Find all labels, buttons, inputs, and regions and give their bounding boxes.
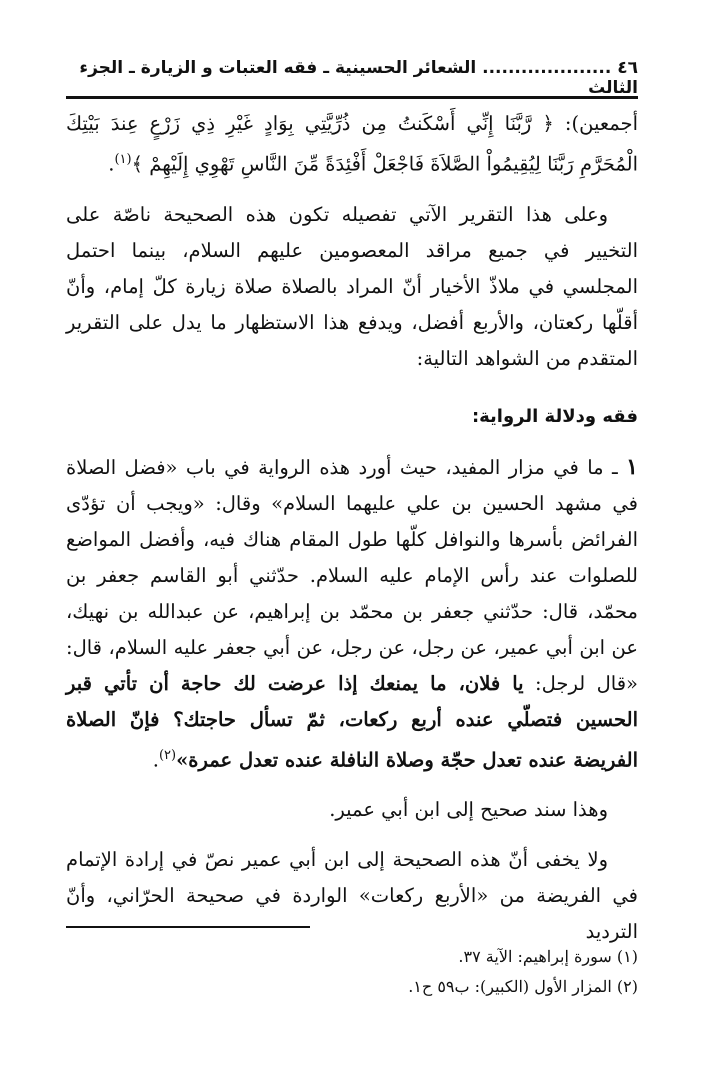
- paragraph-end: .: [108, 152, 115, 176]
- footnote-1: (١) سورة إبراهيم: الآية ٣٧.: [458, 947, 638, 966]
- mufid-text: ـ ما في مزار المفيد، حيث أورد هذه الرواية في باب «فضل الصلاة في مشهد الحسين بن علي عليهما السلام» وقال: «ويجب أن تؤدّى الفرائض بأسرها والنوافل كلّها طول المقام هناك فيه، وأفضل المواضع للصلوات عند رأس الإمام عليه السلام. حدّثني أبو القاسم جعفر بن محمّد، قال: حدّثني جعفر بن محمّد بن إبراهيم، عن عبدالله بن نهيك، عن ابن أبي عمير، عن رجل، عن رجل، عن أبي جعفر عليه السلام، قال: «قال لرجل:: [66, 455, 638, 695]
- paragraph-conclusion: ولا يخفى أنّ هذه الصحيحة إلى ابن أبي عمير نصّ في إرادة الإتمام في الفريضة من «الأربع ركعات» الواردة في صحيحة الحرّاني، وأنّ الترديد: [66, 848, 638, 943]
- footnote-2: (٢) المزار الأول (الكبير): ب٥٩ ح١.: [408, 977, 638, 996]
- footnote-rule: [66, 926, 310, 928]
- quran-intro: أجمعين):: [553, 112, 638, 135]
- hadith-text: يا فلان، ما يمنعك إذا عرضت لك حاجة أن تأتي قبر الحسين فتصلّي عنده أربع ركعات، ثمّ تسأل حاجتك؟ فإنّ الصلاة الفريضة عنده تعدل حجّة وصلاة النافلة عنده تعدل عمرة»: [66, 671, 638, 771]
- footnotes: [66, 942, 638, 1002]
- paragraph-end-2: .: [152, 748, 159, 771]
- running-title: [66, 58, 638, 98]
- quran-verse: ﴿ رَّبَّنَا إِنِّي أَسْكَنتُ مِن ذُرِّيَّتِي بِوَادٍ غَيْرِ ذِي زَرْعٍ عِندَ بَيْتِكَ الْمُحَرَّمِ رَبَّنَا لِيُقِيمُواْ الصَّلاَةَ فَاجْعَلْ أَفْئِدَةً مِّنَ النَّاسِ تَهْوِي إِلَيْهِمْ ﴾: [66, 112, 638, 176]
- running-header: [66, 58, 638, 98]
- footnote-ref-2: (٢): [158, 747, 177, 763]
- paragraph-quran: [66, 106, 638, 183]
- item-number: ١: [626, 453, 638, 480]
- header-dots: ....................: [482, 58, 612, 78]
- book-title: الشعائر الحسينية ـ فقه العتبات و الزيارة ـ الجزء الثالث: [79, 58, 638, 98]
- paragraph-takhyir: وعلى هذا التقرير الآتي تفصيله تكون هذه الصحيحة ناصّة على التخيير في جميع مراقد المعصومين عليهم السلام، بينما احتمل المجلسي في ملاذّ الأخيار أنّ المراد بالصلاة صلاة زيارة كلّ إمام، وأنّ أقلّها ركعتان، والأربع أفضل، ويدفع هذا الاستظهار ما يدل على التقرير المتقدم من الشواهد التالية:: [66, 202, 638, 370]
- paragraph-mufid: [66, 449, 638, 779]
- page-number: ٤٦: [617, 58, 638, 78]
- footnote-ref-1: (١): [114, 152, 132, 167]
- section-heading: فقه ودلالة الرواية:: [471, 405, 638, 427]
- body-text: [66, 106, 638, 964]
- paragraph-sanad: وهذا سند صحيح إلى ابن أبي عمير.: [329, 798, 608, 821]
- header-rule: [66, 96, 638, 99]
